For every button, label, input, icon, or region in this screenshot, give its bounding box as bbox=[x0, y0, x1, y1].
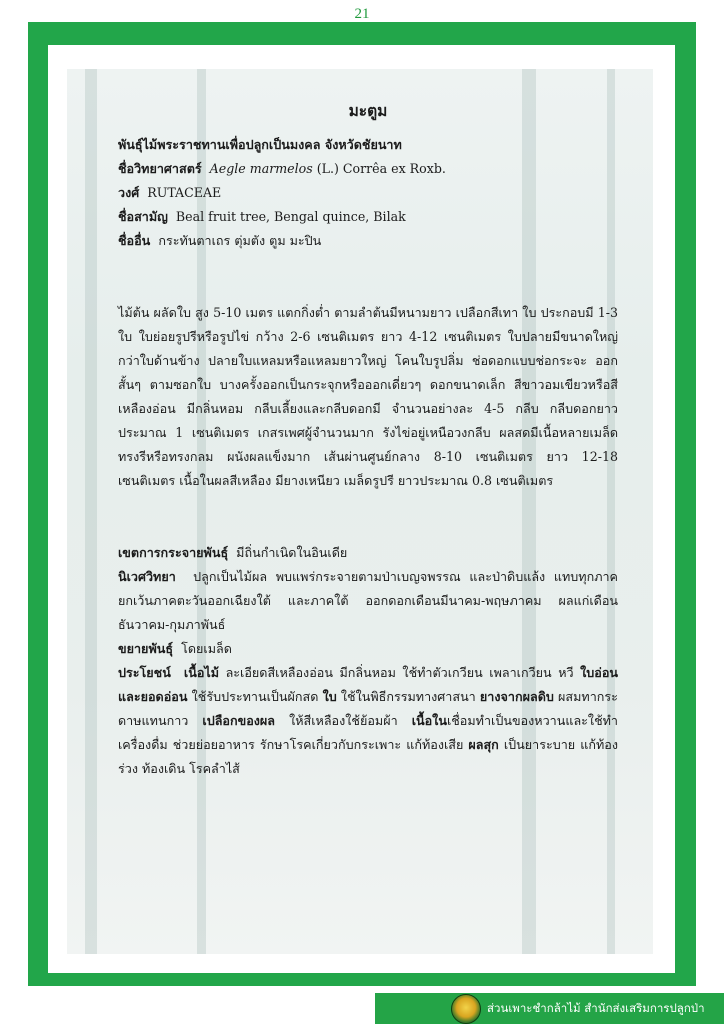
page-title: มะตูม bbox=[348, 101, 388, 120]
distribution-label: เขตการกระจายพันธุ์ bbox=[118, 545, 229, 560]
ecology-text: ปลูกเป็นไม้ผล พบแพร่กระจายตามป่าเบญจพรรณ และป่าดิบแล้ง แทบทุกภาค ยกเว้นภาคตะวันออกเฉียงใต้ และภาคใต้ ออกดอกเดือนมีนาคม-พฤษภาคม ผลแก่เดือนธันวาคม-กุมภาพันธ์ bbox=[118, 569, 618, 632]
propagation-label: ขยายพันธุ์ bbox=[118, 641, 174, 656]
use-pulp-text: เชื่อมทำเป็นของหวานและใช้ทำเครื่องดื่ม ช่วยย่อยอาหาร รักษาโรคเกี่ยวกับกระเพาะ แก้ท้องเสีย bbox=[118, 713, 618, 752]
ecology-label: นิเวศวิทยา bbox=[118, 569, 176, 584]
scientific-author: (L.) Corrêa ex Roxb. bbox=[312, 161, 446, 176]
use-young-leaves-label: ใบอ่อนและยอดอ่อน bbox=[118, 665, 618, 704]
family-value: RUTACEAE bbox=[147, 185, 222, 200]
other-name-line bbox=[118, 229, 618, 253]
propagation-text: โดยเมล็ด bbox=[181, 641, 232, 656]
use-sap-label: ยางจากผลดิบ bbox=[479, 689, 554, 704]
other-name-label: ชื่ออื่น bbox=[118, 233, 151, 248]
common-name-value: Beal fruit tree, Bengal quince, Bilak bbox=[175, 209, 406, 224]
use-ripe-fruit-label: ผลสุก bbox=[468, 737, 499, 752]
uses-paragraph bbox=[118, 661, 618, 781]
use-peel-text: ให้สีเหลืองใช้ย้อมผ้า bbox=[289, 713, 398, 728]
scientific-name-label: ชื่อวิทยาศาสตร์ bbox=[118, 161, 202, 176]
use-wood-text: ละเอียดสีเหลืองอ่อน มีกลิ่นหอม ใช้ทำตัวเกวียน เพลาเกวียน หวี bbox=[225, 665, 574, 680]
common-name-label: ชื่อสามัญ bbox=[118, 209, 168, 224]
ecology-paragraph bbox=[118, 565, 618, 637]
uses-label: ประโยชน์ bbox=[118, 665, 171, 680]
description-paragraph: ไม้ต้น ผลัดใบ สูง 5-10 เมตร แตกกิ่งต่ำ ตามลำต้นมีหนามยาว เปลือกสีเทา ใบ ประกอบมี 1-3 ใบ ใบย่อยรูปรีหรือรูปไข่ กว้าง 2-6 เซนติเมตร ยาว 4-12 เซนติเมตร ใบปลายมีขนาดใหญ่กว่าใบด้านข้าง ปลายใบแหลมหรือแหลมยาวใหญ่ โคนใบรูปลิ่ม ช่อดอกแบบช่อกระจะ ออกสั้นๆ ตามซอกใบ บางครั้งออกเป็นกระจุกหรือออกเดี่ยวๆ ดอกขนาดเล็ก สีขาวอมเขียวหรือสีเหลืองอ่อน มีกลิ่นหอม กลีบเลี้ยงและกลีบดอกมี จำนวนอย่างละ 4-5 กลีบ กลีบดอกยาวประมาณ 1 เซนติเมตร เกสรเพศผู้จำนวนมาก รังไข่อยู่เหนือวงกลีบ ผลสดมีเนื้อหลายเมล็ด ทรงรีหรือทรงกลม ผนังผลแข็งมาก เส้นผ่านศูนย์กลาง 8-10 เซนติเมตร ยาว 12-18 เซนติเมตร เนื้อในผลสีเหลือง มียางเหนียว เมล็ดรูปรี ยาวประมาณ 0.8 เซนติเมตร bbox=[118, 305, 618, 488]
seal-logo-icon bbox=[451, 994, 481, 1024]
family-line bbox=[118, 181, 618, 205]
use-ripe-fruit-text: เป็นยาระบาย แก้ท้องร่วง ท้องเดิน โรคลำไส้ bbox=[118, 737, 618, 776]
distribution-line bbox=[118, 541, 618, 565]
scientific-name: Aegle marmelos bbox=[209, 161, 313, 176]
page-number: 21 bbox=[354, 6, 370, 22]
family-label: วงศ์ bbox=[118, 185, 140, 200]
use-sap-text: ผสมทากระดาษแทนกาว bbox=[118, 689, 618, 728]
common-name-line bbox=[118, 205, 618, 229]
distribution-text: มีถิ่นกำเนิดในอินเดีย bbox=[236, 545, 348, 560]
royal-tree-line: พันธุ์ไม้พระราชทานเพื่อปลูกเป็นมงคล จังหวัดชัยนาท bbox=[118, 137, 402, 152]
scientific-name-line bbox=[118, 157, 618, 181]
text-area bbox=[118, 99, 618, 781]
use-wood-label: เนื้อไม้ bbox=[183, 665, 220, 680]
footer-text: ส่วนเพาะชำกล้าไม้ สำนักส่งเสริมการปลูกป่า bbox=[487, 1000, 705, 1015]
use-leaves-text: ใช้ในพิธีกรรมทางศาสนา bbox=[340, 689, 476, 704]
footer-bar bbox=[375, 993, 724, 1024]
header-line bbox=[118, 133, 618, 157]
other-name-value: กระทันตาเถร ตุ่มตัง ตูม มะปิน bbox=[158, 233, 322, 248]
use-young-leaves-text: ใช้รับประทานเป็นผักสด bbox=[191, 689, 319, 704]
propagation-line bbox=[118, 637, 618, 661]
background-tree-trunk bbox=[85, 69, 97, 954]
use-leaves-label: ใบ bbox=[322, 689, 337, 704]
use-pulp-label: เนื้อใน bbox=[411, 713, 447, 728]
content-panel bbox=[67, 69, 653, 954]
use-peel-label: เปลือกของผล bbox=[202, 713, 276, 728]
